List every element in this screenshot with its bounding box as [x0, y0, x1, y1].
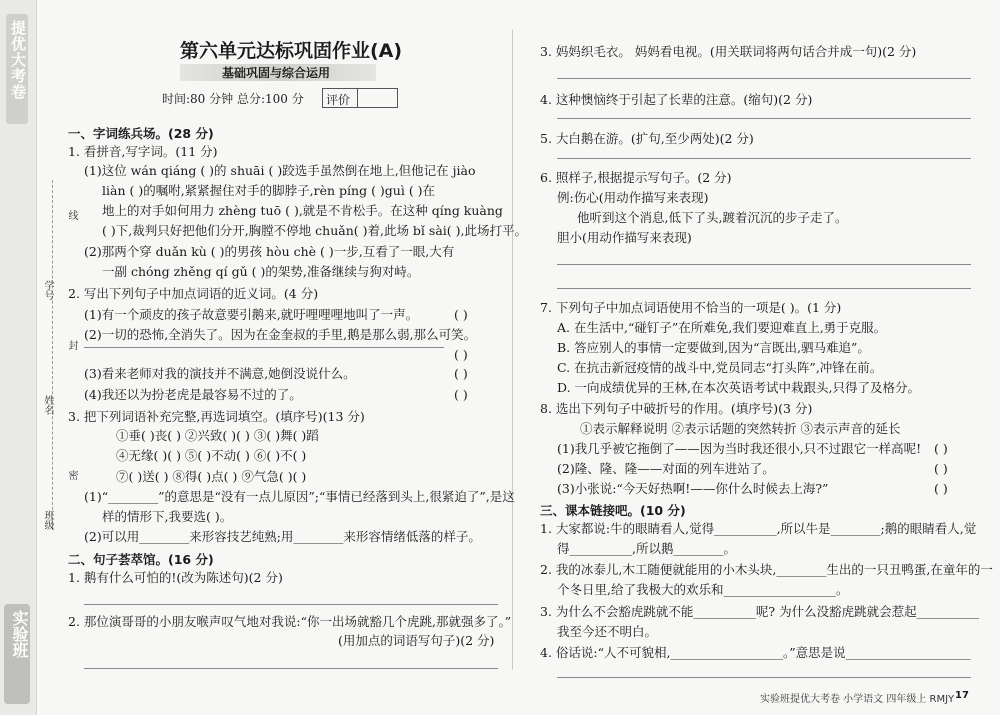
question-line: 7. 下列句子中加点词语使用不恰当的一项是( )。(1 分)	[540, 300, 842, 315]
question-line: 3. 妈妈织毛衣。 妈妈看电视。(用关联词将两句话合并成一句)(2 分)	[540, 44, 917, 59]
question-line: 他听到这个消息,低下了头,踱着沉沉的步子走了。	[577, 210, 848, 225]
question-line: D. 一向成绩优异的王林,在本次英语考试中栽跟头,只得了及格分。	[557, 380, 920, 395]
binding-label-xian: 线	[66, 210, 77, 220]
answer-line	[557, 118, 971, 119]
question-line: 6. 照样子,根据提示写句子。(2 分)	[540, 170, 732, 185]
question-line: ①垂( )丧( ) ②兴致( )( ) ③( )舞( )蹈	[116, 428, 319, 443]
question-line: 地上的对手如何用力 zhèng tuō ( ),就是不肯松手。在这种 qíng kuàng	[102, 203, 503, 218]
answer-paren[interactable]: ( )	[454, 387, 468, 402]
answer-line	[84, 347, 444, 348]
answer-line	[557, 264, 971, 265]
question-line: C. 在抗击新冠疫情的战斗中,党员同志“打头阵”,冲锋在前。	[557, 360, 883, 375]
answer-paren[interactable]: ( )	[934, 441, 948, 456]
page-footer: 实验班提优大考卷 小学语文 四年级上 RMJY	[760, 694, 955, 705]
question-line: 一副 chóng zhěng qí gǔ ( )的架势,准备继续与狗对峙。	[102, 264, 420, 279]
question-line: 3. 为什么不会豁虎跳就不能__________呢? 为什么没豁虎跳就会惹起__________	[540, 604, 980, 619]
answer-paren[interactable]: ( )	[454, 307, 468, 322]
question-line: ( )下,裁判只好把他们分开,胸膛不停地 chuǎn( )着,此场 bǐ sài( ),此场打平。	[102, 223, 527, 238]
binding-label-feng: 封	[66, 340, 77, 350]
question-line: ⑦( )送( ) ⑧得( )点( ) ⑨气急( )( )	[116, 469, 307, 484]
section-heading: 一、字词练兵场。(28 分)	[68, 126, 214, 141]
page-subtitle: 基础巩固与综合运用	[222, 66, 331, 80]
question-line: 例:伤心(用动作描写来表现)	[557, 190, 709, 205]
answer-paren[interactable]: ( )	[934, 461, 948, 476]
binding-label-xingming: 姓名	[42, 395, 53, 415]
binding-label-mi: 密	[66, 470, 77, 480]
page-number: 17	[955, 690, 969, 701]
page-title: 第六单元达标巩固作业(A)	[180, 40, 403, 62]
answer-line	[84, 668, 498, 669]
binding-dash	[52, 180, 53, 530]
edge-top-tab	[6, 14, 28, 124]
grade-label: 评价	[326, 93, 351, 107]
binding-label-banji: 班级	[42, 510, 53, 530]
binding-line	[40, 180, 64, 530]
edge-bottom-tab	[4, 604, 30, 704]
answer-line	[557, 78, 971, 79]
question-line: (2)那两个穿 duǎn kù ( )的男孩 hòu chè ( )一步,互看了一眼,大有	[84, 244, 455, 259]
question-line: 1. 鹅有什么可怕的!(改为陈述句)(2 分)	[68, 570, 283, 585]
grade-box	[322, 88, 398, 108]
question-line: 2. 我的冰泰儿,木工随便就能用的小木头块,________生出的一只丑鸭蛋,在童年的一	[540, 562, 993, 577]
question-line: (1)有一个顽皮的孩子故意要引鹅来,就吁哩哩哩地叫了一声。	[84, 307, 419, 322]
question-line: B. 答应别人的事情一定要做到,因为“言既出,驷马难追”。	[557, 340, 870, 355]
answer-line	[557, 288, 971, 289]
question-line: ④无缘( )( ) ⑤( )不动( ) ⑥( )不( )	[116, 448, 307, 463]
answer-paren[interactable]: ( )	[454, 347, 468, 362]
section-heading: 三、课本链接吧。(10 分)	[540, 503, 686, 518]
answer-line	[557, 158, 971, 159]
question-line: (4)我还以为扮老虎是最容易不过的了。	[84, 387, 302, 402]
column-divider	[512, 30, 513, 670]
question-line: 2. 那位演哥哥的小朋友喉声叹气地对我说:“你一出场就豁几个虎跳,那就强多了。”	[68, 614, 512, 629]
question-line: (1)我几乎被它拖倒了——因为当时我还很小,只不过跟它一样高呢!	[557, 441, 922, 456]
question-line: (3)小张说:“今天好热啊!——你什么时候去上海?”	[557, 481, 829, 496]
question-line: 8. 选出下列句子中破折号的作用。(填序号)(3 分)	[540, 401, 813, 416]
question-line: (1)这位 wán qiáng ( )的 shuāi ( )跤选手虽然倒在地上,但他记在 jiào	[84, 163, 476, 178]
question-line: liàn ( )的嘱咐,紧紧握住对手的脚脖子,rèn píng ( )guì ( )在	[102, 183, 436, 198]
question-line: 3. 把下列词语补充完整,再选词填空。(填序号)(13 分)	[68, 409, 365, 424]
question-line: (3)看来老师对我的演技并不满意,她倒没说什么。	[84, 366, 356, 381]
question-line: 2. 写出下列句子中加点词语的近义词。(4 分)	[68, 286, 319, 301]
question-line: (2)可以用________来形容技艺纯熟;用________来形容情绪低落的样子。	[84, 529, 481, 544]
answer-paren[interactable]: ( )	[934, 481, 948, 496]
question-line: 1. 大家都说:牛的眼睛看人,觉得__________,所以牛是________;鹅的眼睛看人,觉	[540, 521, 977, 536]
question-line: ①表示解释说明 ②表示话题的突然转折 ③表示声音的延长	[580, 421, 901, 436]
section-heading: 二、句子荟萃馆。(16 分)	[68, 552, 214, 567]
question-line: A. 在生活中,“碰钉子”在所难免,我们要迎难直上,勇于克服。	[557, 320, 887, 335]
answer-line	[557, 677, 971, 678]
edge-top-label: 提优大考卷	[9, 20, 27, 100]
question-line: (2)隆、隆、隆——对面的列车进站了。	[557, 461, 775, 476]
question-line: 4. 这种懊恼终于引起了长辈的注意。(缩句)(2 分)	[540, 92, 813, 107]
left-edge-strip	[0, 0, 37, 715]
question-line: 得__________,所以鹅________。	[557, 541, 736, 556]
question-line: 胆小(用动作描写来表现)	[557, 230, 692, 245]
question-line: 我至今还不明白。	[557, 624, 658, 639]
exam-meta: 时间:80 分钟 总分:100 分	[162, 92, 304, 106]
question-line: 样的情形下,我要选( )。	[102, 509, 233, 524]
question-line: 1. 看拼音,写字词。(11 分)	[68, 144, 218, 159]
question-line: 个冬日里,给了我极大的欢乐和__________________。	[557, 582, 849, 597]
binding-label-xuehao: 学号	[42, 280, 53, 300]
edge-bottom-label: 实验班	[10, 610, 29, 658]
question-line: 4. 俗话说:“人不可貌相,__________________。”意思是说____________________	[540, 645, 971, 660]
answer-line	[84, 604, 498, 605]
question-line: (用加点的词语写句子)(2 分)	[338, 633, 495, 648]
question-line: 5. 大白鹅在游。(扩句,至少两处)(2 分)	[540, 131, 754, 146]
question-line: (1)“________”的意思是“没有一点儿原因”;“事情已经落到头上,很紧迫了”,是这	[84, 489, 515, 504]
answer-paren[interactable]: ( )	[454, 366, 468, 381]
question-line: (2)一切的恐怖,全消失了。因为在金奎叔的手里,鹅是那么弱,那么可笑。	[84, 327, 477, 342]
